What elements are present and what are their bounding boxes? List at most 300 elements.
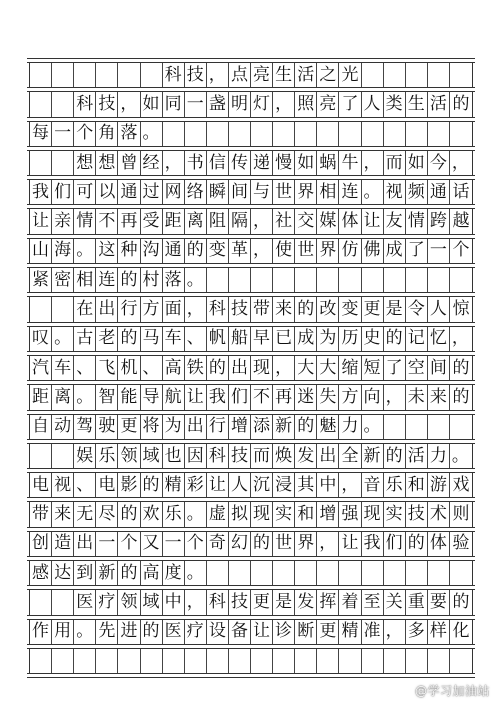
grid-cell: [207, 122, 229, 146]
grid-cell: [163, 122, 185, 146]
grid-cell: [141, 63, 163, 87]
grid-cell: 船: [229, 327, 251, 351]
grid-cell: [384, 63, 406, 87]
grid-cell: 距: [30, 385, 52, 409]
grid-cell: 灯: [251, 92, 273, 116]
grid-cell: [317, 649, 339, 673]
grid-band: [29, 175, 473, 204]
grid-cell: 沟: [141, 239, 163, 263]
grid-cell: 佛: [362, 239, 384, 263]
grid-cell: 牛: [339, 151, 361, 175]
grid-band: [29, 468, 473, 497]
grid-cell: 的: [185, 239, 207, 263]
grid-cell: [339, 649, 361, 673]
grid-cell: 要: [428, 590, 450, 614]
grid-cell: 方: [141, 297, 163, 321]
grid-cell: [229, 122, 251, 146]
grid-cell: 一: [428, 239, 450, 263]
grid-cell: 可: [74, 180, 96, 204]
grid-cell: 科: [207, 590, 229, 614]
grid-cell: 精: [339, 620, 361, 644]
grid-cell: 种: [118, 239, 140, 263]
grid-cell: [52, 590, 74, 614]
grid-cell: [52, 63, 74, 87]
grid-cell: [295, 122, 317, 146]
grid-cell: [30, 444, 52, 468]
grid-cell: [406, 561, 428, 585]
grid-cell: 、: [74, 356, 96, 380]
grid-cell: 距: [163, 209, 185, 233]
grid-cell: 的: [452, 357, 470, 378]
grid-cell: 至: [362, 590, 384, 614]
grid-cell: 样: [428, 620, 450, 644]
text-row: [29, 122, 473, 146]
text-row: [29, 385, 473, 409]
grid-cell: 而: [251, 444, 273, 468]
grid-cell: 阻: [207, 209, 229, 233]
grid-cell: 中: [317, 473, 339, 497]
grid-cell: [30, 649, 52, 673]
grid-cell: ，: [451, 152, 469, 173]
grid-cell: [450, 63, 472, 87]
grid-cell: 的: [295, 297, 317, 321]
grid-cell: 不: [251, 385, 273, 409]
grid-cell: 疗: [185, 620, 207, 644]
grid-band: [29, 439, 473, 468]
grid-cell: [30, 297, 52, 321]
grid-cell: 交: [295, 209, 317, 233]
grid-cell: 魅: [317, 415, 339, 439]
grid-cell: 照: [295, 92, 317, 116]
grid-cell: 信: [207, 151, 229, 175]
grid-cell: [163, 649, 185, 673]
grid-cell: 术: [428, 502, 450, 526]
grid-cell: 大: [317, 356, 339, 380]
grid-cell: 出: [74, 532, 96, 556]
grid-cell: 老: [96, 327, 118, 351]
grid-cell: 跨: [428, 209, 450, 233]
grid-cell: [317, 561, 339, 585]
grid-cell: 递: [251, 151, 273, 175]
grid-cell: [362, 561, 384, 585]
grid-cell: 让: [30, 209, 52, 233]
grid-cell: 影: [118, 473, 140, 497]
grid-cell: [384, 122, 406, 146]
grid-cell: 体: [428, 532, 450, 556]
grid-cell: 乐: [163, 502, 185, 526]
grid-cell: 欢: [141, 502, 163, 526]
grid-cell: [317, 268, 339, 292]
grid-cell: 铁: [185, 356, 207, 380]
grid-cell: 更: [118, 415, 140, 439]
grid-cell: 智: [96, 385, 118, 409]
grid-cell: [52, 297, 74, 321]
grid-cell: ，: [207, 63, 229, 87]
grid-cell: 一: [96, 532, 118, 556]
grid-cell: [339, 268, 361, 292]
grid-cell: 不: [96, 209, 118, 233]
grid-cell: 新: [273, 415, 295, 439]
grid-cell: 领: [118, 590, 140, 614]
grid-cell: 叹: [30, 327, 52, 351]
grid-band: [29, 146, 473, 175]
grid-cell: [251, 649, 273, 673]
grid-band: [29, 615, 473, 644]
grid-cell: [317, 122, 339, 146]
grid-cell: 更: [251, 590, 273, 614]
grid-cell: 感: [30, 561, 52, 585]
grid-cell: [428, 63, 450, 87]
grid-cell: 。: [362, 415, 384, 439]
grid-cell: 界: [317, 239, 339, 263]
grid-cell: [229, 268, 251, 292]
grid-cell: [450, 561, 472, 585]
grid-cell: 着: [339, 590, 361, 614]
grid-cell: 海: [52, 239, 74, 263]
grid-cell: 早: [251, 327, 273, 351]
grid-cell: 界: [295, 180, 317, 204]
grid-cell: 高: [163, 356, 185, 380]
grid-cell: 行: [118, 297, 140, 321]
grid-band: [29, 410, 473, 439]
grid-cell: 再: [273, 385, 295, 409]
grid-cell: 了: [406, 239, 428, 263]
text-row: [29, 239, 473, 263]
grid-cell: 们: [384, 532, 406, 556]
grid-cell: [406, 415, 428, 439]
grid-cell: 的: [384, 327, 406, 351]
grid-cell: [96, 63, 118, 87]
grid-cell: 世: [295, 239, 317, 263]
grid-cell: 技: [96, 92, 118, 116]
grid-cell: 在: [74, 297, 96, 321]
grid-cell: 面: [163, 297, 185, 321]
grid-cell: 实: [273, 502, 295, 526]
text-row: [29, 356, 473, 380]
grid-cell: [185, 649, 207, 673]
grid-cell: [52, 444, 74, 468]
grid-cell: 令: [406, 297, 428, 321]
grid-cell: 成: [295, 327, 317, 351]
grid-cell: 科: [207, 297, 229, 321]
grid-cell: 。: [362, 180, 384, 204]
grid-cell: 历: [339, 327, 361, 351]
grid-cell: 力: [428, 444, 450, 468]
grid-cell: 验: [452, 533, 470, 554]
grid-cell: 革: [229, 239, 251, 263]
grid-cell: 们: [52, 180, 74, 204]
grid-cell: 离: [52, 385, 74, 409]
grid-cell: 准: [362, 620, 384, 644]
grid-band: [29, 556, 473, 585]
grid-cell: 和: [406, 473, 428, 497]
grid-cell: 为: [163, 415, 185, 439]
grid-cell: 越: [452, 211, 470, 232]
grid-cell: 我: [30, 180, 52, 204]
grid-cell: 以: [96, 180, 118, 204]
grid-cell: [295, 268, 317, 292]
grid-cell: 这: [96, 239, 118, 263]
grid-cell: 个: [452, 240, 470, 261]
grid-cell: 亲: [52, 209, 74, 233]
grid-cell: 为: [317, 327, 339, 351]
grid-cell: 飞: [96, 356, 118, 380]
grid-cell: 明: [229, 92, 251, 116]
grid-cell: 游: [428, 473, 450, 497]
grid-cell: 如: [406, 151, 428, 175]
grid-cell: 医: [163, 620, 185, 644]
grid-cell: ，: [362, 151, 384, 175]
grid-cell: [273, 649, 295, 673]
grid-cell: [273, 561, 295, 585]
grid-cell: 人: [362, 92, 384, 116]
grid-cell: 我: [362, 532, 384, 556]
grid-cell: 能: [118, 385, 140, 409]
grid-cell: 尽: [96, 502, 118, 526]
text-row: [29, 590, 473, 614]
writing-grid: [29, 58, 473, 673]
text-row: [29, 561, 473, 585]
text-row: [29, 92, 473, 116]
grid-cell: 想: [74, 151, 96, 175]
grid-cell: 的: [141, 473, 163, 497]
grid-cell: 的: [207, 356, 229, 380]
grid-cell: 连: [339, 180, 361, 204]
grid-cell: 驾: [74, 415, 96, 439]
grid-cell: 是: [384, 297, 406, 321]
grid-cell: 活: [295, 63, 317, 87]
grid-cell: 一: [185, 92, 207, 116]
grid-cell: 挥: [317, 590, 339, 614]
grid-cell: ，: [251, 239, 273, 263]
grid-cell: 的: [251, 532, 273, 556]
grid-cell: 书: [185, 151, 207, 175]
grid-cell: 史: [362, 327, 384, 351]
grid-cell: [30, 590, 52, 614]
grid-cell: [118, 649, 140, 673]
grid-cell: 惊: [452, 299, 470, 320]
grid-cell: 出: [96, 297, 118, 321]
grid-cell: 来: [428, 385, 450, 409]
grid-cell: ，: [384, 385, 406, 409]
grid-cell: 活: [406, 444, 428, 468]
grid-cell: 村: [141, 268, 163, 292]
grid-cell: 已: [273, 327, 295, 351]
grid-cell: 技: [185, 63, 207, 87]
grid-cell: 未: [406, 385, 428, 409]
text-row: [29, 473, 473, 497]
grid-cell: [185, 122, 207, 146]
text-row: [29, 532, 473, 556]
grid-cell: ，: [451, 328, 469, 349]
grid-band: [29, 87, 473, 116]
grid-cell: [384, 268, 406, 292]
grid-cell: 娱: [74, 444, 96, 468]
grid-cell: [428, 122, 450, 146]
grid-cell: [362, 268, 384, 292]
grid-cell: 幻: [229, 532, 251, 556]
text-row: [29, 151, 473, 175]
grid-cell: [30, 63, 52, 87]
grid-cell: 中: [163, 590, 185, 614]
text-row: [29, 444, 473, 468]
grid-cell: 。: [74, 385, 96, 409]
grid-cell: ，: [339, 473, 361, 497]
grid-cell: 将: [141, 415, 163, 439]
grid-cell: 人: [428, 297, 450, 321]
grid-cell: 的: [406, 532, 428, 556]
grid-cell: 疗: [96, 590, 118, 614]
grid-cell: 奇: [207, 532, 229, 556]
grid-cell: [384, 649, 406, 673]
grid-cell: 先: [96, 620, 118, 644]
grid-cell: 点: [229, 63, 251, 87]
grid-cell: 蜗: [317, 151, 339, 175]
grid-cell: 航: [163, 385, 185, 409]
grid-cell: 的: [384, 444, 406, 468]
grid-cell: 来: [273, 297, 295, 321]
grid-cell: 诊: [273, 620, 295, 644]
title-row: [29, 63, 473, 87]
grid-cell: 同: [163, 92, 185, 116]
grid-band: [29, 58, 473, 87]
grid-cell: 个: [74, 122, 96, 146]
grid-cell: 光: [339, 63, 361, 87]
grid-cell: 现: [251, 356, 273, 380]
grid-cell: 现: [362, 502, 384, 526]
grid-cell: 新: [96, 561, 118, 585]
grid-band: [29, 585, 473, 614]
grid-cell: 古: [74, 327, 96, 351]
grid-cell: [295, 649, 317, 673]
text-row: [29, 297, 473, 321]
grid-cell: 彩: [185, 473, 207, 497]
grid-cell: [74, 63, 96, 87]
grid-cell: [273, 268, 295, 292]
grid-cell: 社: [273, 209, 295, 233]
grid-cell: 、: [141, 356, 163, 380]
grid-cell: 更: [317, 620, 339, 644]
text-row: [29, 268, 473, 292]
grid-cell: [229, 649, 251, 673]
grid-cell: 化: [452, 621, 470, 642]
grid-cell: 隔: [229, 209, 251, 233]
grid-cell: [96, 649, 118, 673]
grid-band: [29, 292, 473, 321]
grid-cell: [141, 649, 163, 673]
grid-cell: [207, 649, 229, 673]
grid-cell: 使: [273, 239, 295, 263]
grid-cell: 世: [273, 180, 295, 204]
grid-cell: 密: [52, 268, 74, 292]
grid-band: [29, 527, 473, 556]
grid-cell: 现: [251, 502, 273, 526]
grid-cell: [428, 415, 450, 439]
grid-cell: ，: [185, 297, 207, 321]
grid-cell: 浸: [273, 473, 295, 497]
grid-cell: 则: [452, 504, 470, 525]
grid-band: [29, 234, 473, 263]
grid-band: [29, 204, 473, 233]
grid-cell: 生: [406, 92, 428, 116]
grid-cell: 类: [384, 92, 406, 116]
text-row: [29, 180, 473, 204]
grid-cell: 仿: [339, 239, 361, 263]
grid-cell: 变: [207, 239, 229, 263]
grid-cell: [362, 649, 384, 673]
grid-cell: 导: [141, 385, 163, 409]
grid-cell: 受: [141, 209, 163, 233]
grid-cell: [52, 649, 74, 673]
grid-cell: 通: [118, 180, 140, 204]
grid-band: [29, 263, 473, 292]
grid-cell: 领: [118, 444, 140, 468]
grid-cell: 我: [207, 385, 229, 409]
grid-cell: 音: [362, 473, 384, 497]
grid-cell: 让: [362, 209, 384, 233]
grid-cell: 们: [229, 385, 251, 409]
grid-cell: 、: [74, 473, 96, 497]
grid-cell: 出: [185, 415, 207, 439]
grid-cell: 间: [428, 356, 450, 380]
grid-cell: 是: [273, 590, 295, 614]
grid-cell: 成: [384, 239, 406, 263]
grid-cell: [118, 63, 140, 87]
grid-cell: [428, 561, 450, 585]
grid-cell: 了: [384, 356, 406, 380]
grid-cell: ，: [273, 356, 295, 380]
grid-cell: 。: [185, 502, 207, 526]
grid-cell: ，: [163, 151, 185, 175]
grid-cell: 的: [118, 502, 140, 526]
grid-cell: [362, 122, 384, 146]
grid-cell: 其: [295, 473, 317, 497]
grid-cell: 全: [339, 444, 361, 468]
grid-cell: 到: [74, 561, 96, 585]
grid-cell: 技: [229, 590, 251, 614]
grid-cell: 车: [52, 356, 74, 380]
grid-cell: 之: [317, 63, 339, 87]
grid-cell: [251, 561, 273, 585]
grid-cell: 山: [30, 239, 52, 263]
grid-cell: 域: [141, 590, 163, 614]
grid-cell: [406, 649, 428, 673]
grid-cell: 出: [317, 444, 339, 468]
grid-cell: 传: [229, 151, 251, 175]
grid-cell: [406, 63, 428, 87]
grid-cell: 。: [141, 122, 163, 146]
grid-cell: 让: [251, 620, 273, 644]
grid-cell: 通: [163, 239, 185, 263]
grid-cell: 记: [406, 327, 428, 351]
grid-cell: 设: [207, 620, 229, 644]
grid-cell: [207, 268, 229, 292]
watermark: @学习加油站: [414, 684, 490, 698]
grid-cell: 医: [74, 590, 96, 614]
grid-cell: 间: [229, 180, 251, 204]
grid-cell: 界: [295, 532, 317, 556]
grid-band: [29, 497, 473, 526]
grid-cell: 带: [251, 297, 273, 321]
grid-cell: [52, 151, 74, 175]
grid-cell: 。: [185, 561, 207, 585]
grid-cell: ，: [118, 92, 140, 116]
grid-cell: 备: [229, 620, 251, 644]
grid-cell: 今: [428, 151, 450, 175]
grid-cell: 一: [163, 532, 185, 556]
grid-cell: 戏: [452, 474, 470, 495]
grid-cell: 作: [30, 620, 52, 644]
